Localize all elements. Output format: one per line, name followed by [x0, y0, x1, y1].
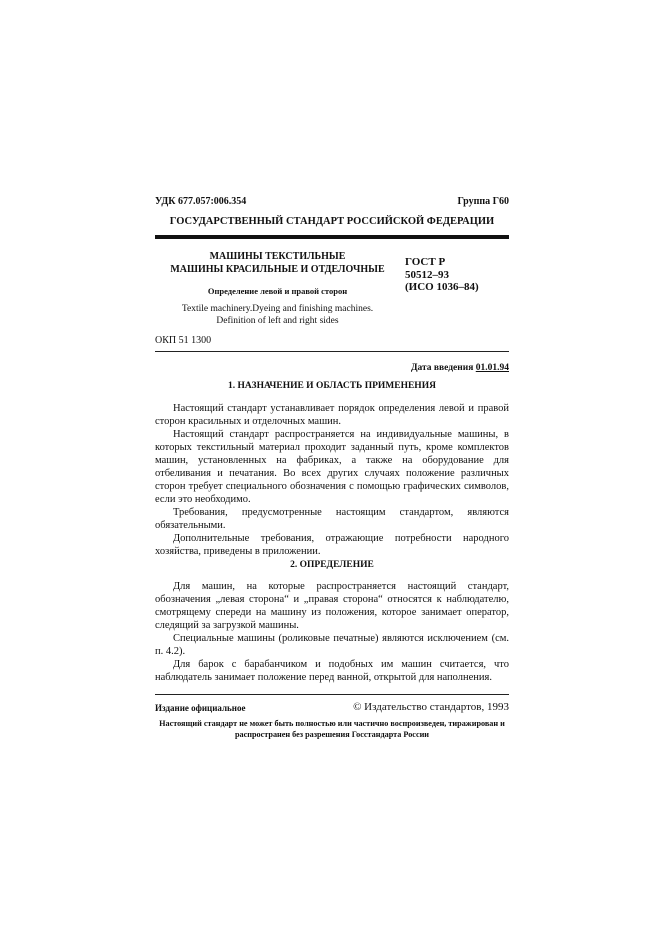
section-1-paragraph: Настоящий стандарт устанавливает порядок определения левой и правой сторон красильных и отделочных машин.	[155, 403, 509, 427]
section-2-paragraph: Для машин, на которые распространяется настоящий стандарт, обозначения „левая сторона“ и „правая сторона“ относятся к наблюдателю, смотрящему спереди на машину из положения, которое занимает оператор, следящий за загрузкой машины.	[155, 581, 509, 631]
intro-date-label: Дата введения	[410, 363, 474, 373]
section-1-paragraph: Настоящий стандарт распространяется на индивидуальные машины, в которых текстильный материал проходит заданный путь, кроме комплектов машин, установленных на фабриках, а также на оборудование для отбеливания и печатания. Во всех других случаях положение различных сторон требует специального обозначения с помощью графических символов, если это необходимо.	[155, 429, 509, 505]
okp-code: ОКП 51 1300	[155, 335, 212, 346]
english-title-line-2: Definition of left and right sides	[216, 316, 339, 326]
group-code: Группа Г60	[457, 196, 509, 207]
document-title	[155, 250, 400, 276]
title-line-2: МАШИНЫ КРАСИЛЬНЫЕ И ОТДЕЛОЧНЫЕ	[170, 264, 385, 275]
gost-line-2: 50512–93	[405, 268, 449, 281]
udk-code: УДК 677.057:006.354	[155, 196, 247, 207]
gost-line-1: ГОСТ Р	[405, 256, 446, 268]
section-2-paragraph: Для барок с барабанчиком и подобных им машин считается, что наблюдатель занимает положение перед ванной, открытой для наполнения.	[155, 659, 509, 683]
section-1-body	[155, 402, 509, 558]
header-thick-rule	[155, 235, 509, 239]
section-1-paragraph: Дополнительные требования, отражающие потребности народного хозяйства, приведены в приложении.	[155, 533, 509, 557]
reproduction-notice: Настоящий стандарт не может быть полностью или частично воспроизведен, тиражирован и распространен без разрешения Госстандарта России	[159, 719, 505, 739]
section-2-paragraph: Специальные машины (роликовые печатные) являются исключением (см. п. 4.2).	[155, 633, 509, 657]
section-2-heading: 2. ОПРЕДЕЛЕНИЕ	[290, 560, 374, 570]
footer-rule	[155, 694, 509, 695]
english-title-line-1: Textile machinery.Dyeing and finishing machines.	[181, 304, 374, 314]
intro-date-value: 01.01.94	[475, 363, 509, 373]
document-subtitle: Определение левой и правой сторон	[207, 286, 348, 296]
english-title	[155, 303, 400, 327]
section-2-body	[155, 580, 509, 684]
gost-designation	[405, 256, 509, 294]
section-1-heading: 1. НАЗНАЧЕНИЕ И ОБЛАСТЬ ПРИМЕНЕНИЯ	[228, 381, 436, 391]
copyright-notice: © Издательство стандартов, 1993	[353, 701, 509, 713]
gost-line-3: (ИСО 1036–84)	[405, 281, 479, 293]
header-thin-rule	[155, 351, 509, 352]
section-1-paragraph: Требования, предусмотренные настоящим стандартом, являются обязательными.	[155, 507, 509, 531]
intro-date	[411, 363, 509, 373]
title-line-1: МАШИНЫ ТЕКСТИЛЬНЫЕ	[209, 251, 346, 262]
official-edition-label: Издание официальное	[155, 703, 246, 713]
state-standard-heading: ГОСУДАРСТВЕННЫЙ СТАНДАРТ РОССИЙСКОЙ ФЕДЕРАЦИИ	[169, 216, 495, 227]
